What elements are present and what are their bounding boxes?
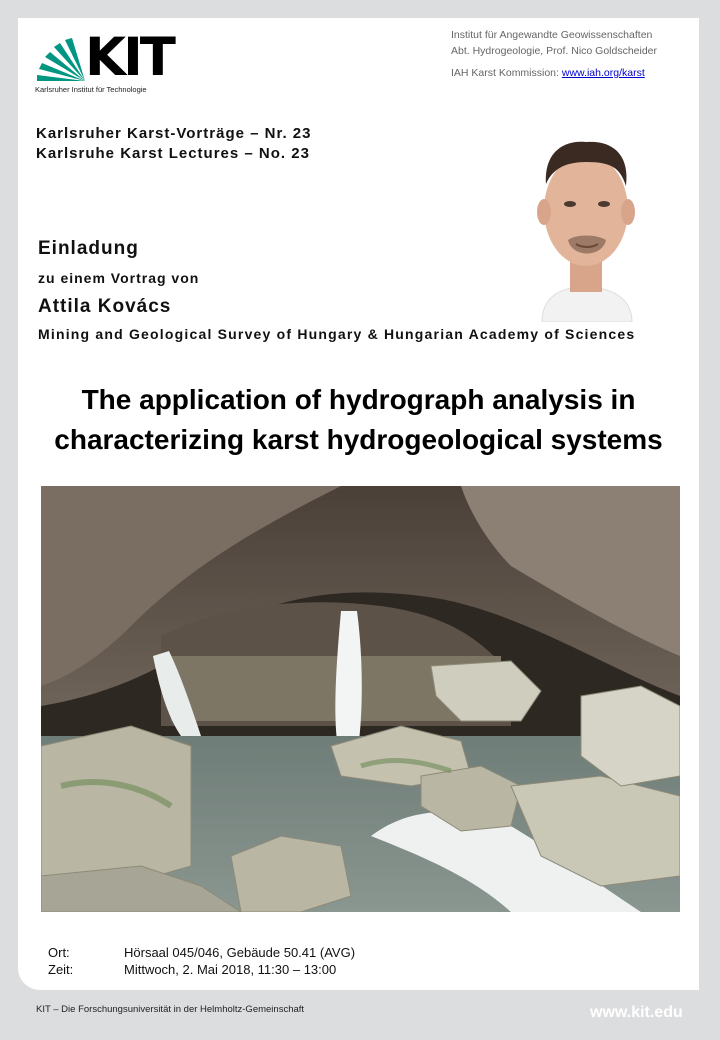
time-row	[48, 961, 355, 978]
kit-fan-icon	[35, 35, 87, 83]
footer-tagline: KIT – Die Forschungsuniversität in der Helmholtz-Gemeinschaft	[36, 1004, 305, 1015]
kit-wordmark: KIT	[85, 27, 173, 88]
invitation-block	[38, 238, 688, 342]
commission-label: IAH Karst Kommission:	[451, 67, 559, 79]
institute-block	[451, 27, 657, 81]
speaker-name: Attila Kovács	[38, 296, 172, 317]
kit-logo	[35, 27, 185, 103]
speaker-affiliation: Mining and Geological Survey of Hungary & Hungarian Academy of Sciences	[38, 326, 636, 342]
invitation-heading: Einladung	[38, 238, 139, 259]
series-de: Karlsruher Karst-Vorträge – Nr. 23	[36, 125, 312, 142]
poster-card	[18, 18, 699, 990]
commission-line	[451, 65, 657, 81]
event-details	[48, 944, 355, 978]
place-value: Hörsaal 045/046, Gebäude 50.41 (AVG)	[124, 945, 356, 960]
place-label: Ort:	[48, 945, 70, 960]
talk-title-line2: characterizing karst hydrogeological systems	[54, 424, 663, 455]
time-label: Zeit:	[48, 962, 74, 977]
cave-waterfall-photo	[41, 486, 680, 912]
footer-website[interactable]: www.kit.edu	[590, 1004, 683, 1021]
invitation-subheading: zu einem Vortrag von	[38, 270, 200, 286]
place-row	[48, 944, 355, 961]
commission-link[interactable]: www.iah.org/karst	[561, 67, 645, 79]
institute-line1: Institut für Angewandte Geowissenschaften	[451, 29, 653, 41]
institute-line2: Abt. Hydrogeologie, Prof. Nico Goldscheider	[451, 45, 658, 57]
talk-title	[18, 380, 699, 460]
kit-subtitle: Karlsruher Institut für Technologie	[35, 85, 147, 94]
time-value: Mittwoch, 2. Mai 2018, 11:30 – 13:00	[124, 962, 337, 977]
talk-title-line1: The application of hydrograph analysis in	[81, 384, 636, 415]
series-en: Karlsruhe Karst Lectures – No. 23	[36, 145, 310, 162]
lecture-series	[36, 124, 312, 164]
